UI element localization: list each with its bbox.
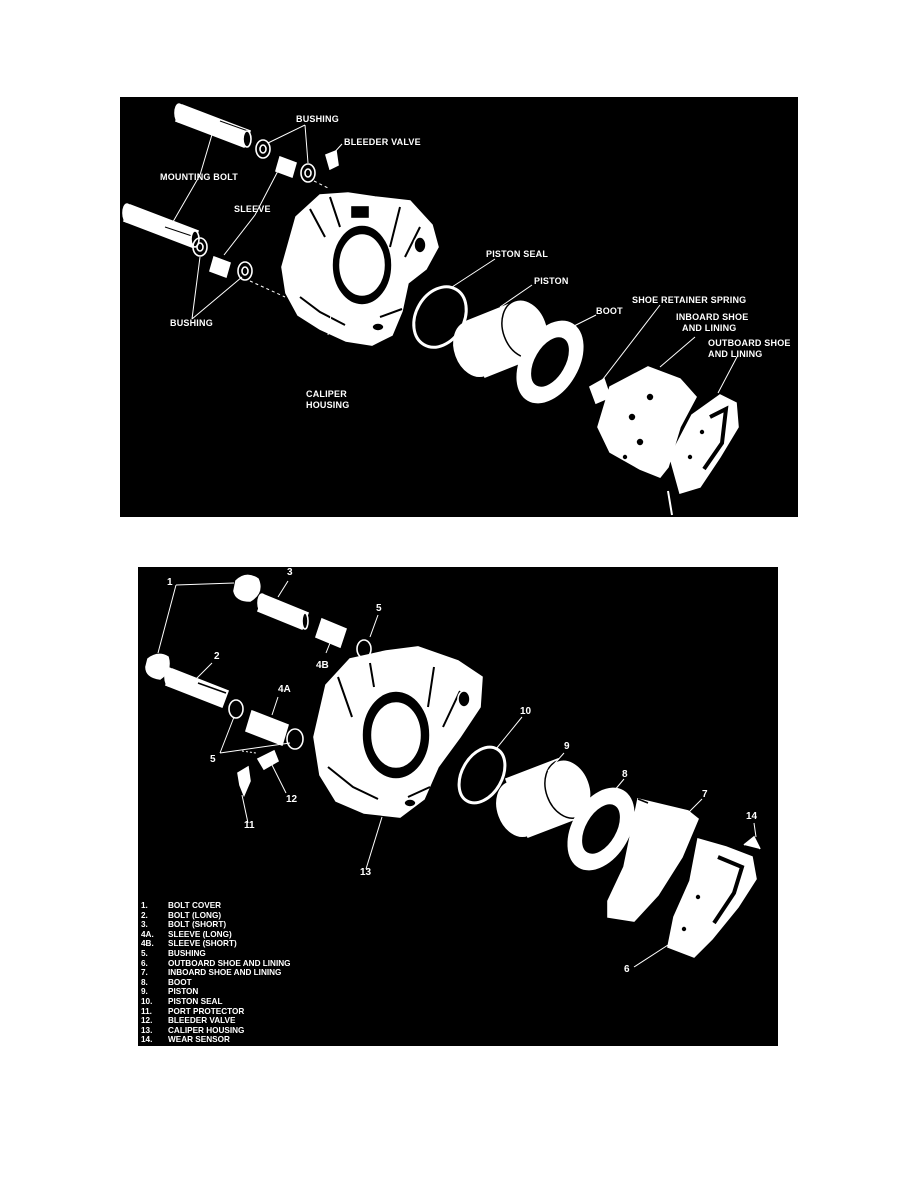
label-bushing-bottom: BUSHING bbox=[170, 318, 213, 328]
label-shoe-retainer-spring: SHOE RETAINER SPRING bbox=[632, 295, 747, 305]
legend-row: 10. PISTON SEAL bbox=[141, 996, 223, 1006]
legend-row: 9. PISTON bbox=[141, 987, 199, 997]
parts-legend bbox=[141, 901, 291, 1045]
callout-5-lower: 5 bbox=[210, 754, 216, 765]
callout-1: 1 bbox=[167, 577, 173, 588]
callout-4a: 4A bbox=[278, 684, 291, 695]
sleeve-long bbox=[246, 711, 288, 745]
label-caliper-housing-line2: HOUSING bbox=[306, 400, 350, 410]
callout-12: 12 bbox=[286, 794, 298, 805]
callout-2: 2 bbox=[214, 651, 220, 662]
callout-10: 10 bbox=[520, 706, 532, 717]
sleeve-short bbox=[316, 619, 346, 647]
caliper-housing-2 bbox=[314, 647, 482, 817]
mounting-bolt-lower bbox=[123, 204, 199, 247]
bolt-cover-upper bbox=[234, 575, 260, 601]
legend-row: 1. BOLT COVER bbox=[141, 901, 222, 910]
bolt-long bbox=[165, 668, 228, 707]
legend-row: 7. INBOARD SHOE AND LINING bbox=[141, 968, 282, 978]
label-boot: BOOT bbox=[596, 306, 623, 316]
callout-3: 3 bbox=[287, 567, 293, 578]
callout-5-upper: 5 bbox=[376, 603, 382, 614]
fig1-leader-lines bbox=[170, 121, 738, 393]
callout-7: 7 bbox=[702, 789, 708, 800]
legend-row: 13. CALIPER HOUSING bbox=[141, 1025, 245, 1035]
legend-row: 4A. SLEEVE (LONG) bbox=[141, 929, 232, 939]
callout-6: 6 bbox=[624, 964, 630, 975]
callout-4b: 4B bbox=[316, 660, 329, 671]
legend-row: 3. BOLT (SHORT) bbox=[141, 920, 227, 930]
label-bushing-top: BUSHING bbox=[296, 114, 339, 124]
callout-8: 8 bbox=[622, 769, 628, 780]
caliper-exploded-view-numbered bbox=[138, 567, 778, 1046]
label-outboard-shoe-line1: OUTBOARD SHOE bbox=[708, 338, 791, 348]
label-inboard-shoe-line1: INBOARD SHOE bbox=[676, 312, 749, 322]
legend-row: 12. BLEEDER VALVE bbox=[141, 1016, 236, 1026]
legend-row: 11. PORT PROTECTOR bbox=[141, 1006, 245, 1016]
sleeve-upper bbox=[276, 157, 296, 177]
label-piston: PISTON bbox=[534, 276, 569, 286]
legend-row: 5. BUSHING bbox=[141, 948, 206, 958]
callout-13: 13 bbox=[360, 867, 372, 878]
label-inboard-shoe-line2: AND LINING bbox=[682, 323, 737, 333]
label-piston-seal: PISTON SEAL bbox=[486, 249, 549, 259]
port-protector bbox=[238, 767, 250, 795]
caliper-exploded-view-labeled bbox=[120, 97, 798, 517]
legend-row: 14. WEAR SENSOR bbox=[141, 1035, 230, 1045]
label-mounting-bolt: MOUNTING BOLT bbox=[160, 172, 238, 182]
label-sleeve: SLEEVE bbox=[234, 204, 271, 214]
legend-row: 6. OUTBOARD SHOE AND LINING bbox=[141, 958, 291, 968]
bolt-short bbox=[258, 594, 308, 629]
callout-11: 11 bbox=[244, 820, 255, 831]
mounting-bolt-upper bbox=[175, 104, 251, 147]
legend-row: 2. BOLT (LONG) bbox=[141, 910, 222, 920]
legend-row: 8. BOOT bbox=[141, 977, 192, 987]
callout-14: 14 bbox=[746, 811, 758, 822]
legend-row: 4B. SLEEVE (SHORT) bbox=[141, 939, 237, 949]
label-outboard-shoe-line2: AND LINING bbox=[708, 349, 763, 359]
fig1-artwork bbox=[120, 97, 798, 517]
sleeve-lower bbox=[210, 257, 230, 277]
label-bleeder-valve: BLEEDER VALVE bbox=[344, 137, 421, 147]
bleeder-valve-2 bbox=[258, 751, 278, 769]
callout-9: 9 bbox=[564, 741, 570, 752]
bleeder-valve bbox=[326, 151, 338, 169]
label-caliper-housing-line1: CALIPER bbox=[306, 389, 347, 399]
